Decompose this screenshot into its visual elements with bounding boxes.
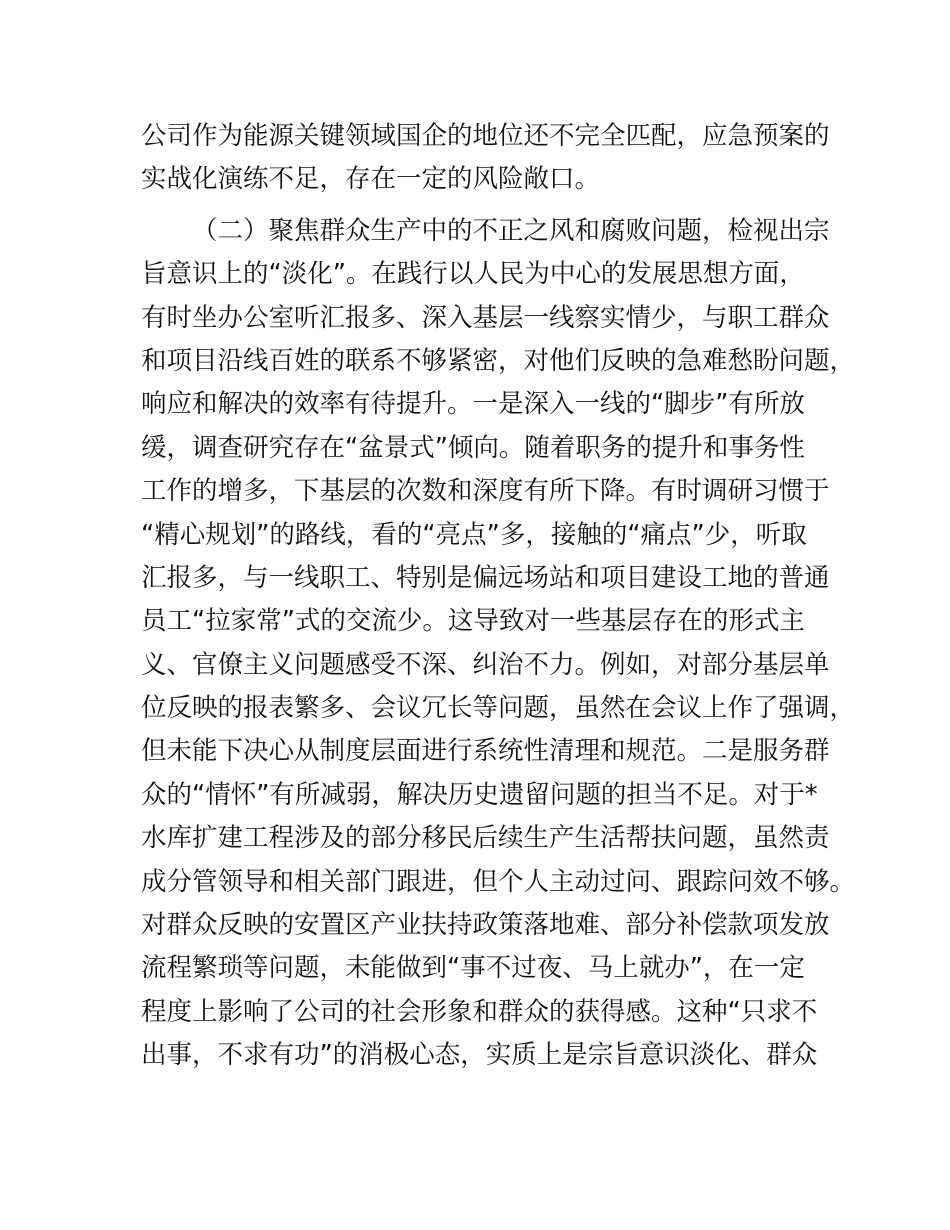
text-line: （二）聚焦群众生产中的不正之风和腐败问题，检视出宗 (192, 215, 830, 246)
text-line: 程度上影响了公司的社会形象和群众的获得感。这种“只求不 (141, 996, 818, 1027)
text-line: 员工“拉家常”式的交流少。这导致对一些基层存在的形式主 (141, 606, 805, 637)
text-line: 位反映的报表繁多、会议冗长等问题，虽然在会议上作了强调， (141, 693, 856, 724)
text-line: 众的“情怀”有所减弱，解决历史遗留问题的担当不足。对于* (141, 779, 818, 810)
paragraph-1 (141, 115, 841, 202)
text-line: 缓，调查研究存在“盆景式”倾向。随着职务的提升和事务性 (141, 432, 805, 463)
text-line: 和项目沿线百姓的联系不够紧密，对他们反映的急难愁盼问题， (141, 345, 856, 376)
text-line: 响应和解决的效率有待提升。一是深入一线的“脚步”有所放 (141, 389, 805, 420)
text-line: 有时坐办公室听汇报多、深入基层一线察实情少，与职工群众 (141, 302, 830, 333)
text-line: 成分管领导和相关部门跟进，但个人主动过问、跟踪问效不够。 (141, 866, 856, 897)
paragraph-2 (141, 210, 856, 1078)
text-line: 工作的增多，下基层的次数和深度有所下降。有时调研习惯于 (141, 476, 830, 507)
text-line: 水库扩建工程涉及的部分移民后续生产生活帮扶问题，虽然责 (141, 823, 830, 854)
text-line: 对群众反映的安置区产业扶持政策落地难、部分补偿款项发放 (141, 910, 830, 941)
text-line: 义、官僚主义问题感受不深、纠治不力。例如，对部分基层单 (141, 649, 830, 680)
text-line: 旨意识上的“淡化”。在践行以人民为中心的发展思想方面， (141, 259, 805, 290)
text-line: 但未能下决心从制度层面进行系统性清理和规范。二是服务群 (141, 736, 830, 767)
text-line: 汇报多，与一线职工、特别是偏远场站和项目建设工地的普通 (141, 562, 830, 593)
text-line: 流程繁琐等问题，未能做到“事不过夜、马上就办”，在一定 (141, 953, 805, 984)
body-text (141, 115, 856, 1078)
text-line: 出事，不求有功”的消极心态，实质上是宗旨意识淡化、群众 (141, 1040, 818, 1071)
text-line: 公司作为能源关键领域国企的地位还不完全匹配，应急预案的 (141, 121, 830, 151)
text-line: 实战化演练不足，存在一定的风险敞口。 (141, 164, 601, 195)
text-line: “精心规划”的路线，看的“亮点”多，接触的“痛点”少，听取 (141, 519, 807, 550)
